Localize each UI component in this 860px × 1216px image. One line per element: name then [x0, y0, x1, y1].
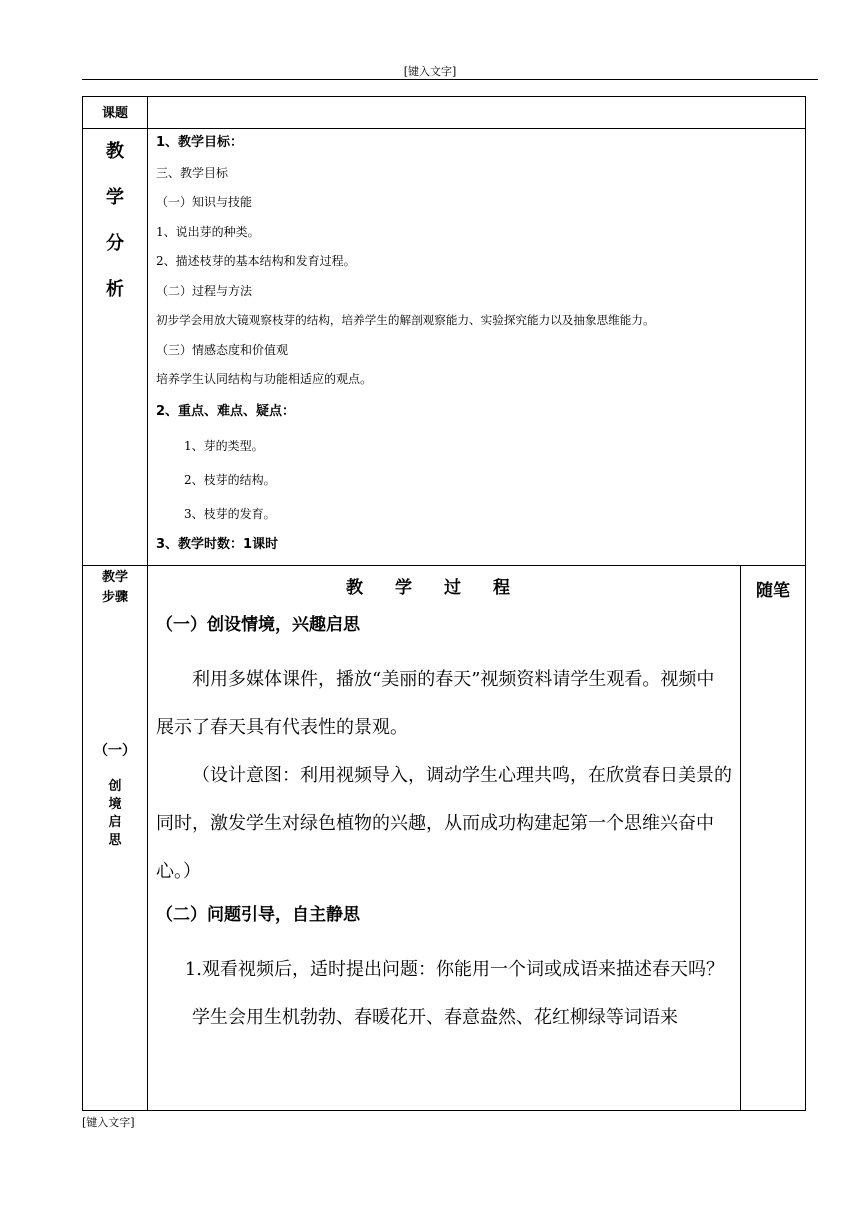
analysis-label-char: 分 — [106, 233, 124, 254]
section-heading: （二）问题引导，自主静思 — [156, 905, 360, 925]
step1-vertical-label — [83, 778, 147, 850]
process-content-cell — [148, 566, 741, 1111]
paragraph: 利用多媒体课件，播放“美丽的春天”视频资料请学生观看。视频中展示了春天具有代表性的景观。 — [156, 669, 715, 738]
step1-char: 创 — [108, 779, 122, 794]
topic-value-cell — [148, 97, 806, 129]
topic-label: 课题 — [101, 106, 128, 121]
paragraph: （设计意图：利用视频导入，调动学生心理共鸣，在欣赏春日美景的同时，激发学生对绿色植物的兴趣，从而成功构建起第一个思维兴奋中心。） — [156, 765, 732, 882]
topic-row — [83, 97, 806, 129]
analysis-label-cell — [83, 129, 148, 566]
analysis-line: （二）过程与方法 — [156, 283, 253, 298]
analysis-label-char: 教 — [106, 141, 124, 162]
analysis-row — [83, 129, 806, 566]
analysis-line: （三）情感态度和价值观 — [156, 342, 289, 357]
step1-label: （一） — [94, 743, 136, 759]
section-heading: （一）创设情境，兴趣启思 — [156, 615, 360, 635]
process-title: 教学过程 — [346, 578, 542, 598]
page-footer: [键入文字] — [82, 1116, 135, 1129]
step1-char: 思 — [108, 833, 122, 848]
key-points-heading: 2、重点、难点、疑点： — [156, 403, 296, 419]
class-hours-heading: 3、教学时数：1课时 — [156, 536, 279, 552]
steps-label: 教学步骤 — [101, 570, 128, 605]
header-rule — [82, 79, 818, 80]
paragraph: 学生会用生机勃勃、春暖花开、春意盎然、花红柳绿等词语来 — [192, 1007, 678, 1028]
analysis-label-char: 学 — [106, 187, 124, 208]
analysis-line: 3、枝芽的发育。 — [184, 506, 276, 521]
analysis-content — [148, 129, 805, 565]
analysis-line: 1、芽的类型。 — [184, 438, 264, 453]
paragraph: 1.观看视频后，适时提出问题：你能用一个词或成语来描述春天吗？ — [184, 959, 724, 980]
analysis-line: 1、说出芽的种类。 — [156, 224, 260, 239]
analysis-label — [83, 129, 147, 313]
process-content — [148, 566, 740, 1042]
analysis-line: 2、枝芽的结构。 — [184, 472, 276, 487]
lesson-plan-table — [82, 96, 806, 1111]
step1-char: 境 — [108, 797, 122, 812]
analysis-line: 2、描述枝芽的基本结构和发育过程。 — [156, 254, 356, 268]
objectives-heading: 1、教学目标： — [156, 135, 244, 150]
process-row — [83, 566, 806, 1111]
steps-cell — [83, 566, 148, 1111]
page-header: [键入文字] — [403, 65, 457, 78]
analysis-line: 培养学生认同结构与功能相适应的观点。 — [156, 372, 373, 386]
steps-column — [83, 566, 147, 850]
analysis-label-char: 析 — [106, 279, 124, 300]
analysis-line: （一）知识与技能 — [156, 195, 253, 209]
step1-char: 启 — [108, 815, 122, 830]
notes-cell — [741, 566, 806, 1111]
analysis-content-cell — [148, 129, 806, 566]
analysis-line: 初步学会用放大镜观察枝芽的结构，培养学生的解剖观察能力、实验探究能力以及抽象思维能力。 — [156, 313, 655, 327]
analysis-line: 三、教学目标 — [156, 165, 229, 180]
topic-label-cell — [83, 97, 148, 129]
notes-label: 随笔 — [756, 581, 790, 601]
